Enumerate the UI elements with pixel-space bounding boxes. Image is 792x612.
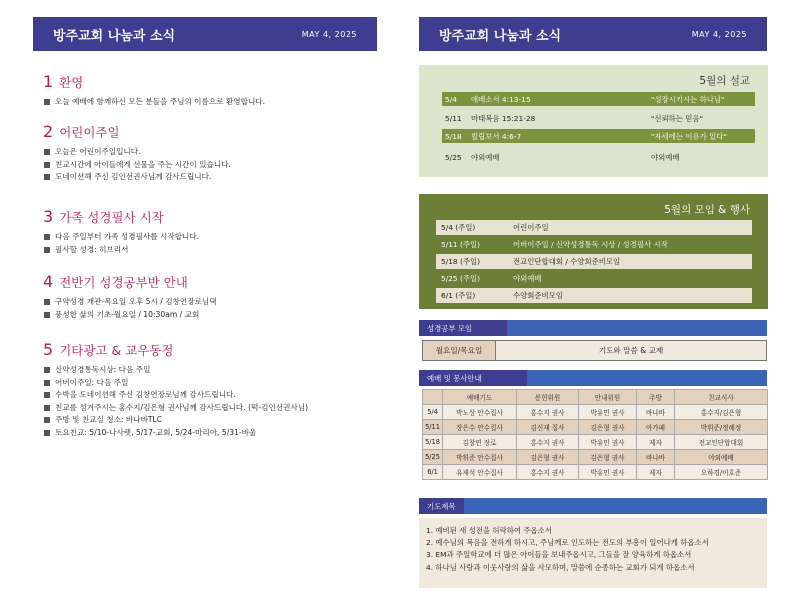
square-bullet-icon <box>44 247 50 253</box>
section-bible-study <box>43 272 383 321</box>
section-title: 전반기 성경공부반 안내 <box>59 275 188 290</box>
event-row: 5/25 (주일) 야외예배 <box>441 274 542 283</box>
section-title: 가족 성경필사 시작 <box>59 210 164 225</box>
service-bar <box>419 370 767 386</box>
square-bullet-icon <box>44 162 50 168</box>
page-header <box>33 17 377 51</box>
square-bullet-icon <box>44 312 50 318</box>
section-number: 1 <box>43 72 54 91</box>
sermon-box <box>419 65 768 177</box>
list-item: 구약성경 개관-목요일 오후 5시 / 김창연장로님댁 <box>43 296 383 309</box>
section-childrens-day <box>43 122 383 184</box>
bible-study-day: 월요일/목요일 <box>423 341 496 360</box>
table-header-row: 예배기도 봉헌위원 안내위원 주방 친교식사 <box>423 390 768 405</box>
event-row: 6/1 (주일) 수양회준비모임 <box>436 288 752 303</box>
service-label: 예배 및 봉사안내 <box>419 370 527 386</box>
service-table <box>422 389 768 480</box>
square-bullet-icon <box>44 392 50 398</box>
section-bible-copy <box>43 207 383 256</box>
section-announcements <box>43 340 383 439</box>
event-row: 5/18 (주일) 전교인단합대회 / 수양회준비모임 <box>436 254 752 269</box>
list-item: 수박을 도네이션해 주신 김창연장로님께 감사드립니다. <box>43 389 383 402</box>
section-title: 기타광고 & 교우동정 <box>59 343 174 358</box>
bible-study-table <box>422 340 767 361</box>
list-item: 주방 및 친교실 청소: 바나바TLC <box>43 414 383 427</box>
square-bullet-icon <box>44 299 50 305</box>
section-title: 어린이주일 <box>59 125 120 140</box>
bible-study-name: 기도와 말씀 & 교제 <box>496 341 766 360</box>
list-item: 신약성경통독시상: 다음 주일 <box>43 364 383 377</box>
square-bullet-icon <box>44 417 50 423</box>
sermon-row: 5/4 에베소서 4:13-15 "성장시키시는 하나님" <box>442 92 755 106</box>
square-bullet-icon <box>44 380 50 386</box>
table-row: 6/1 유재석 안수집사 홍수지 권사 박유민 권사 제자 오하경/이호준 <box>423 465 768 480</box>
table-row: 5/11 장은수 안수집사 김신재 집사 김은형 권사 아가페 박휘준/정혜정 <box>423 420 768 435</box>
event-row: 5/4 (주일) 어린이주일 <box>436 220 752 235</box>
square-bullet-icon <box>44 234 50 240</box>
list-item: 도네이션해 주신 김인선권사님께 감사드립니다. <box>43 171 383 184</box>
list-item: 어버이주일: 다음 주일 <box>43 377 383 390</box>
section-number: 2 <box>43 122 54 141</box>
sermon-row: 5/25 야외예배 야외예배 <box>445 152 680 162</box>
prayer-item: 4. 하나님 사랑과 이웃사랑의 삶을 사모하며, 말씀에 순종하는 교회가 되게 하옵소서 <box>426 562 695 572</box>
square-bullet-icon <box>44 367 50 373</box>
events-title: 5월의 모임 & 행사 <box>664 204 750 216</box>
section-number: 4 <box>43 272 54 291</box>
list-item: 친교를 섬겨주시는 홍수지/김은형 권사님께 감사드립니다. (떡-김인선권사님) <box>43 402 383 415</box>
page-date: MAY 4, 2025 <box>301 29 357 39</box>
square-bullet-icon <box>44 405 50 411</box>
list-item: 오늘은 어린이주일입니다. <box>43 146 383 159</box>
event-row: 5/11 (주일) 어버이주일 / 신약성경통독 시상 / 성경필사 시작 <box>441 240 668 249</box>
prayer-label: 기도제목 <box>419 498 464 514</box>
sermon-title: 5월의 설교 <box>699 75 750 87</box>
section-number: 3 <box>43 207 54 226</box>
bible-study-bar <box>419 320 767 336</box>
list-item: 친교시간에 아이들에게 선물을 주는 시간이 있습니다. <box>43 159 383 172</box>
prayer-item: 2. 예수님의 복음을 전하게 하시고, 주님께로 인도하는 전도의 부흥이 일어나게 하옵소서 <box>426 538 709 548</box>
table-row: 5/4 박노상 안수집사 홍수지 권사 박유민 권사 바나바 홍수지/김은형 <box>423 405 768 420</box>
list-item: 풍성한 삶의 기초-월요일 / 10:30am / 교회 <box>43 309 383 322</box>
list-item: 다음 주일부터 가족 성경필사를 시작합니다. <box>43 231 383 244</box>
bible-study-label: 성경공부 모임 <box>419 320 507 336</box>
prayer-bar <box>419 498 767 514</box>
list-item: 필사할 성경: 히브리서 <box>43 244 383 257</box>
section-welcome <box>43 72 383 109</box>
list-item: 오늘 예배에 함께하신 모든 분들을 주님의 이름으로 환영합니다. <box>43 96 383 109</box>
square-bullet-icon <box>44 430 50 436</box>
section-title: 환영 <box>59 75 84 90</box>
table-row: 5/18 김창연 장로 홍수지 권사 박유민 권사 제자 전교인단합대회 <box>423 435 768 450</box>
sermon-row: 5/18 빌립보서 4:6-7 "자세에는 이유가 있다" <box>442 129 755 143</box>
page-title: 방주교회 나눔과 소식 <box>439 28 562 44</box>
events-box <box>419 194 768 309</box>
table-row: 5/25 박휘준 안수집사 김은형 권사 김은형 권사 바나바 야외예배 <box>423 450 768 465</box>
prayer-box <box>419 518 767 588</box>
sermon-row: 5/11 마태복음 15:21-28 "신뢰하는 믿음" <box>445 113 703 123</box>
prayer-item: 1. 예비된 새 성전을 허락하여 주옵소서 <box>426 526 552 535</box>
prayer-item: 3. EM과 주일학교에 더 많은 아이들을 보내주옵시고, 그들을 잘 양육하게 하옵소서 <box>426 550 692 560</box>
page-title: 방주교회 나눔과 소식 <box>53 28 176 44</box>
square-bullet-icon <box>44 174 50 180</box>
square-bullet-icon <box>44 149 50 155</box>
page-date: MAY 4, 2025 <box>691 29 747 39</box>
section-number: 5 <box>43 340 54 359</box>
page-header-right <box>419 17 767 51</box>
list-item: 토요친교: 5/10-나사렛, 5/17-교회, 5/24-마리아, 5/31-바울 <box>43 427 383 440</box>
square-bullet-icon <box>44 99 50 105</box>
